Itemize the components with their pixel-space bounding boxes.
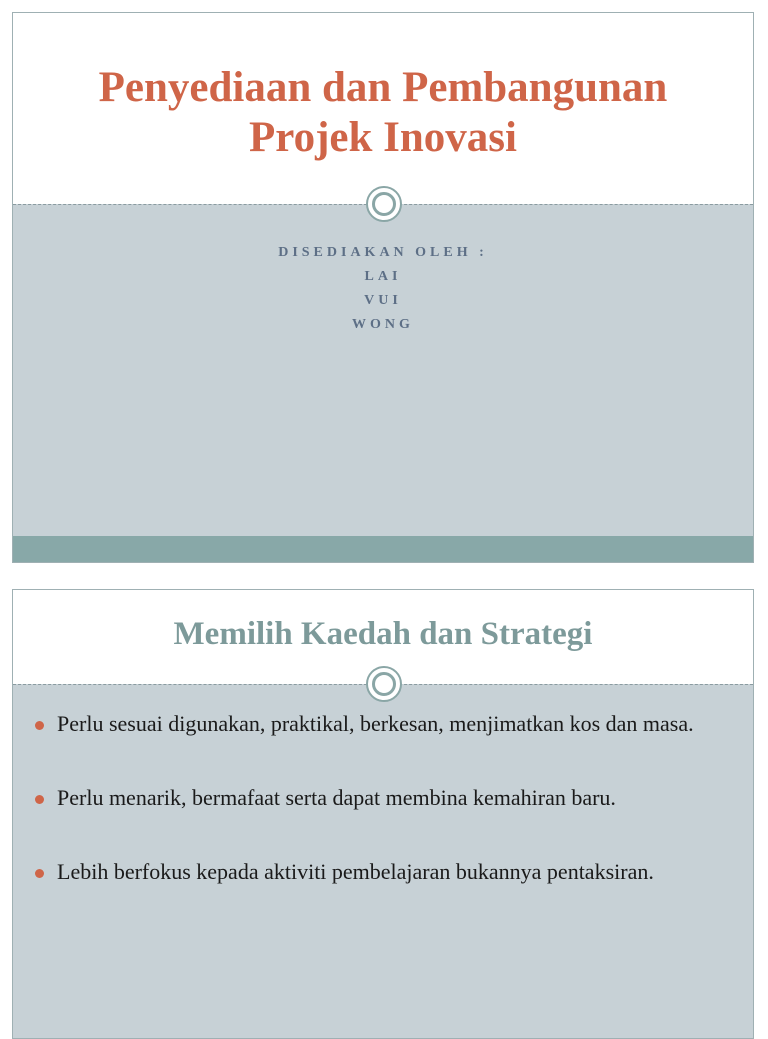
title-area xyxy=(13,13,753,204)
bullet-text: Perlu sesuai digunakan, praktikal, berkesan, menjimatkan kos dan masa. xyxy=(57,711,694,736)
bullet-dot-icon xyxy=(35,869,44,878)
list-item xyxy=(35,856,731,887)
main-title xyxy=(13,63,753,163)
title-slide xyxy=(12,12,754,563)
bullet-text: Perlu menarik, bermafaat serta dapat membina kemahiran baru. xyxy=(57,785,616,810)
list-item xyxy=(35,782,731,813)
section-title: Memilih Kaedah dan Strategi xyxy=(173,616,593,652)
ring-ornament-icon xyxy=(366,186,402,222)
author-name-2: VUI xyxy=(364,293,402,308)
main-title-line-1: Penyediaan dan Pembangunan xyxy=(98,64,668,111)
bullet-dot-icon xyxy=(35,795,44,804)
author-name-1: LAI xyxy=(364,269,402,284)
ring-ornament-icon xyxy=(366,666,402,702)
content-slide xyxy=(12,589,754,1039)
author-name-3: WONG xyxy=(352,317,414,332)
bullet-text: Lebih berfokus kepada aktiviti pembelajaran bukannya pentaksiran. xyxy=(57,859,654,884)
footer-band xyxy=(13,536,753,562)
author-label: DISEDIAKAN OLEH : xyxy=(278,245,488,260)
list-item xyxy=(35,708,731,739)
bullet-dot-icon xyxy=(35,721,44,730)
main-title-line-2: Projek Inovasi xyxy=(249,114,517,161)
bullet-list xyxy=(35,708,731,930)
author-block xyxy=(13,241,753,337)
